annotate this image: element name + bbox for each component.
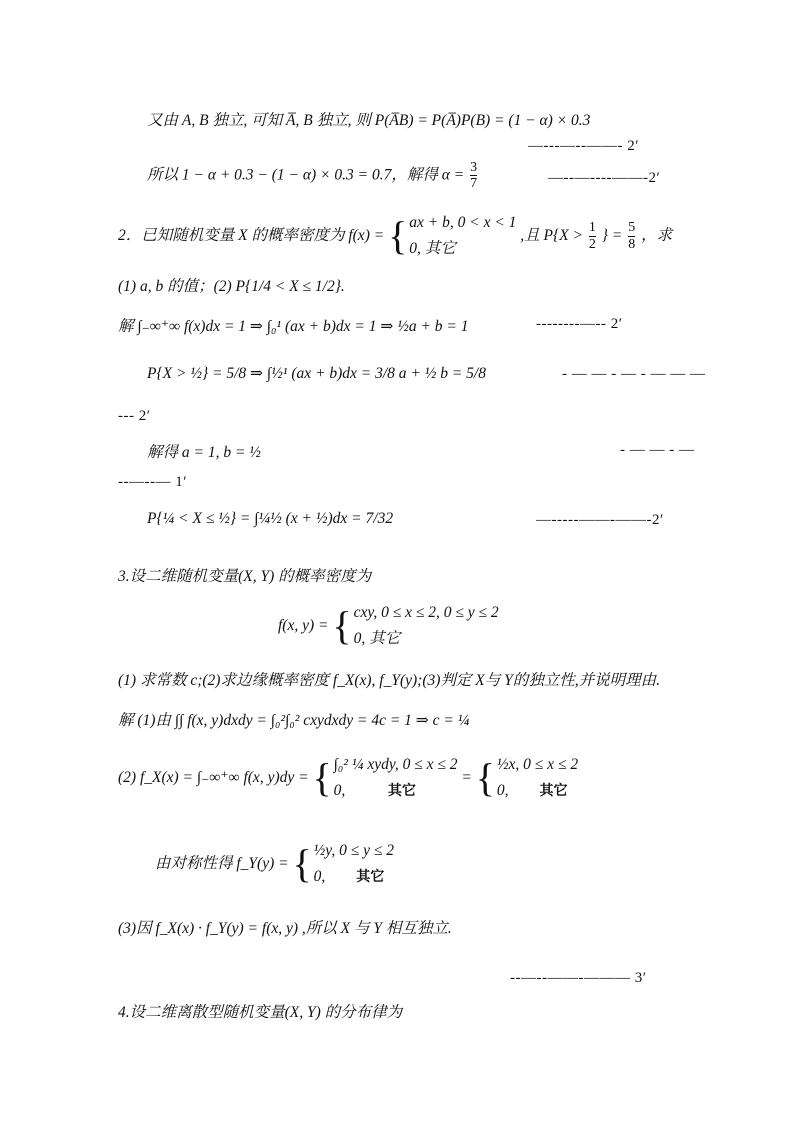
score-mark-3: --------—-- 2′ xyxy=(536,316,623,332)
solution-3-step-2: (2) f_X(x) = ∫₋∞⁺∞ f(x, y)dy = { ∫₀² ¼ xydy, 0 ≤ x ≤ 2 0, 其它 = { ½x, 0 ≤ x ≤ 2 0, 其它 xyxy=(118,755,579,801)
solution-2-step-2: P{X > ½} = 5/8 ⇒ ∫½¹ (ax + b)dx = 3/8 a + ½ b = 5/8 xyxy=(147,365,486,382)
score-mark-4: - — — - — - — — — xyxy=(562,366,706,382)
score-mark-6: —-----——-——-2′ xyxy=(536,512,664,528)
question-2-subparts: (1) a, b 的值；(2) P{1/4 < X ≤ 1/2}. xyxy=(118,278,345,295)
question-2-statement: 2．已知随机变量 X 的概率密度为 f(x) = { ax + b, 0 < x < 1 0, 其它 ,且 P{X > $\frac{1}{2}$ } = $\frac{5}{8}$ ，求 xyxy=(118,213,673,259)
score-mark-7: --—--——-——— 3′ xyxy=(510,970,647,986)
question-3-density: f(x, y) = { cxy, 0 ≤ x ≤ 2, 0 ≤ y ≤ 2 0, 其它 xyxy=(278,603,499,649)
solution-3-step-4: (3)因 f_X(x) · f_Y(y) = f(x, y) ,所以 X 与 Y 相互独立. xyxy=(118,920,452,937)
solution-line-alpha: 所以 1 − α + 0.3 − (1 − α) × 0.3 = 0.7，解得 α = $\frac{3}{7}$ xyxy=(147,160,478,192)
score-mark-5-tail: --—--— 1′ xyxy=(118,474,188,490)
question-3-subparts: (1) 求常数 c;(2)求边缘概率密度 f_X(x), f_Y(y);(3)判定 X与 Y的独立性,并说明理由. xyxy=(118,672,660,689)
solution-2-step-3: 解得 a = 1, b = ½ xyxy=(147,444,261,461)
solution-line-independence: 又由 A, B 独立, 可知 A̅, B 独立, 则 P(A̅B) = P(A̅)P(B) = (1 − α) × 0.3 xyxy=(147,112,591,129)
question-3-statement: 3.设二维随机变量(X, Y) 的概率密度为 xyxy=(118,568,372,585)
score-mark-4-tail: --- 2′ xyxy=(118,408,151,424)
score-mark-2: —--—----——-2′ xyxy=(548,170,661,186)
solution-3-step-1: 解 (1)由 ∫∫ f(x, y)dxdy = ∫₀²∫₀² cxydxdy = 4c = 1 ⇒ c = ¼ xyxy=(118,712,470,729)
question-4-statement: 4.设二维离散型随机变量(X, Y) 的分布律为 xyxy=(118,1004,403,1021)
solution-3-step-3: 由对称性得 f_Y(y) = { ½y, 0 ≤ y ≤ 2 0, 其它 xyxy=(155,841,394,887)
solution-2-step-1: 解 ∫₋∞⁺∞ f(x)dx = 1 ⇒ ∫₀¹ (ax + b)dx = 1 ⇒ ½a + b = 1 xyxy=(118,318,469,335)
score-mark-5: - — — - — xyxy=(620,442,695,458)
solution-2-step-4: P{¼ < X ≤ ½} = ∫¼½ (x + ½)dx = 7/32 xyxy=(147,510,394,527)
score-mark-1: —---—--——- 2′ xyxy=(528,138,640,154)
